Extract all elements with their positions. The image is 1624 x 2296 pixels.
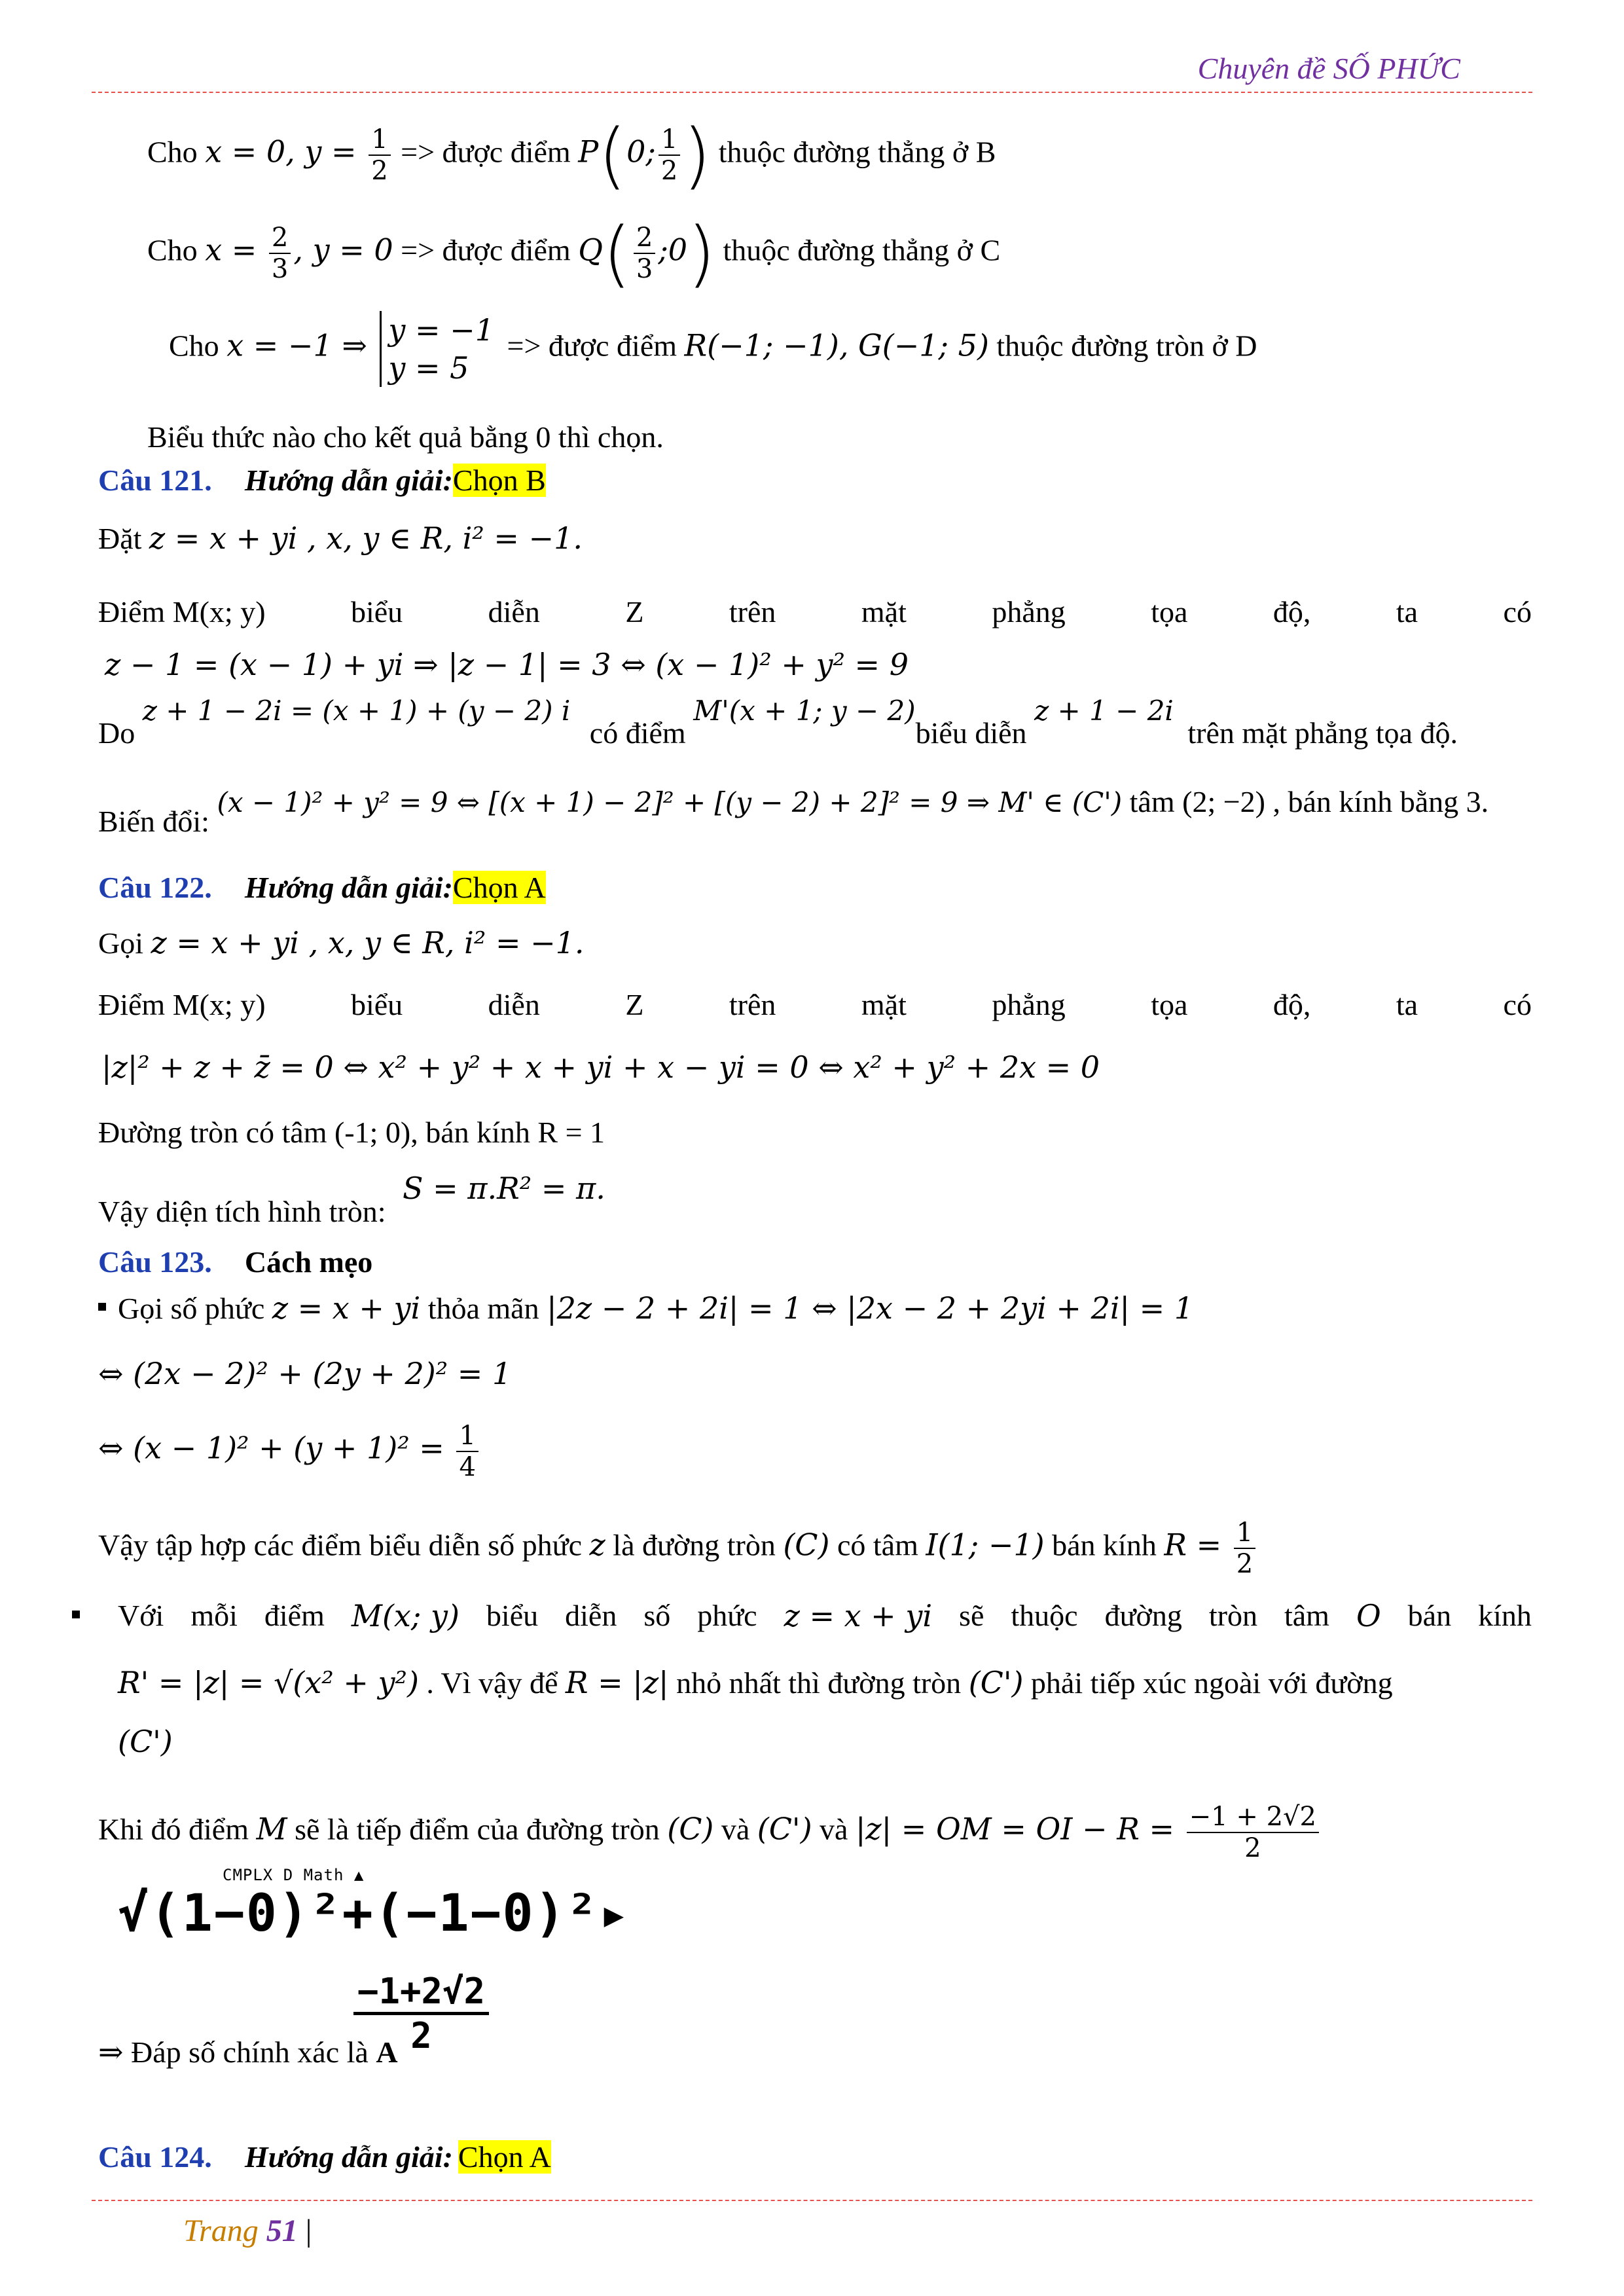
q121-line-4: Do z + 1 − 2i = (x + 1) + (y − 2) i có điểm M'(x + 1; y − 2)biểu diễn z + 1 − 2i trên mặt phẳng tọa độ. <box>98 695 1458 750</box>
q123-bullet-1: Gọi số phức z = x + yi thỏa mãn |2z − 2 + 2i| = 1 ⇔ |2x − 2 + 2yi + 2i| = 1 <box>118 1290 1194 1326</box>
q121-line-1: Đặt z = x + yi , x, y ∈ R, i² = −1. <box>98 520 583 556</box>
q122-line-3: |z|² + z + z̄ = 0 ⇔ x² + y² + x + yi + x − yi = 0 ⇔ x² + y² + 2x = 0 <box>101 1049 1100 1085</box>
footer-rule <box>92 2200 1532 2201</box>
q121-line-3: z − 1 = (x − 1) + yi ⇒ |z − 1| = 3 ⇔ (x − 1)² + y² = 9 <box>105 647 909 682</box>
q123-answer: ⇒ Đáp số chính xác là A <box>98 2035 398 2069</box>
header-prefix: Chuyên đề <box>1197 52 1333 85</box>
calculator-result: −1+2√2 2 <box>353 1971 489 2056</box>
q123-bullet-2: Với mỗi điểm M(x; y) biểu diễn số phức z = x + yi sẽ thuộc đường tròn tâm O bán kính <box>118 1598 1532 1633</box>
q123-line-2: ⇔ (2x − 2)² + (2y + 2)² = 1 <box>98 1356 512 1391</box>
q124-heading: Câu 124. Hướng dẫn giải: Chọn A <box>98 2140 551 2174</box>
calculator-expression: √(1−0)²+(−1−0)²▸ <box>118 1884 631 1943</box>
q122-line-5: Vậy diện tích hình tròn: S = π.R² = π. <box>98 1171 605 1228</box>
q123-line-3: ⇔ (x − 1)² + (y + 1)² = $\frac{1}{4}$ <box>98 1421 481 1482</box>
intro-line-3: Cho x = −1 ⇒ y = −1 y = 5 => được điểm R(−1; −1), G(−1; 5) thuộc đường tròn ở D <box>169 312 1257 386</box>
calculator-flags: CMPLX D Math ▲ <box>223 1866 365 1884</box>
bullet-1 <box>98 1303 106 1311</box>
q122-heading: Câu 122. Hướng dẫn giải:Chọn A <box>98 871 546 904</box>
header-topic: SỐ PHỨC <box>1333 52 1460 85</box>
q122-line-1: Gọi z = x + yi , x, y ∈ R, i² = −1. <box>98 925 585 960</box>
q122-line-4: Đường tròn có tâm (-1; 0), bán kính R = 1 <box>98 1116 605 1149</box>
bullet-2 <box>72 1611 80 1618</box>
q121-choice: Chọn B <box>452 464 546 497</box>
q121-line-5: Biến đổi: (x − 1)² + y² = 9 ⇔ [(x + 1) − 2]² + [(y − 2) + 2]² = 9 ⇒ M' ∈ (C') tâm (2; −2) , bán kính bằng 3. <box>98 785 1489 838</box>
q122-choice: Chọn A <box>452 871 546 904</box>
q123-line-6: R' = |z| = √(x² + y²) . Vì vậy để R = |z| nhỏ nhất thì đường tròn (C') phải tiếp xúc ngoài với đường <box>118 1665 1393 1700</box>
page-footer: Trang 51 | <box>183 2214 312 2248</box>
q124-choice: Chọn A <box>458 2140 551 2174</box>
q123-line-4: Vậy tập hợp các điểm biểu diễn số phức z là đường tròn (C) có tâm I(1; −1) bán kính R = $\frac{1}{2}$ <box>98 1518 1258 1579</box>
intro-line-1: Cho x = 0, y = $\frac{1}{2}$ => được điểm P(0; $\frac{1}{2}$ ) thuộc đường thẳng ở B <box>147 113 996 197</box>
q121-line-2: Điểm M(x; y) biểu diễn Z trên mặt phẳng tọa độ, ta có <box>98 595 1532 629</box>
q121-heading: Câu 121. Hướng dẫn giải:Chọn B <box>98 464 546 497</box>
q123-line-7: (C') <box>118 1724 173 1759</box>
header-rule <box>92 92 1532 93</box>
q123-line-8: Khi đó điểm M sẽ là tiếp điểm của đường tròn (C) và (C') và |z| = OM = OI − R = $\frac{-1 + 2√2}{2}$ <box>98 1802 1322 1863</box>
q122-line-2: Điểm M(x; y) biểu diễn Z trên mặt phẳng tọa độ, ta có <box>98 988 1532 1021</box>
q123-heading: Câu 123. Cách mẹo <box>98 1245 373 1279</box>
intro-line-4: Biểu thức nào cho kết quả bằng 0 thì chọn. <box>147 420 664 454</box>
case-bracket: y = −1 y = 5 <box>380 311 494 387</box>
intro-line-2: Cho x = $\frac{2}{3}$ , y = 0 => được điểm Q( $\frac{2}{3}$ ;0) thuộc đường thẳng ở C <box>147 211 1001 295</box>
page-header <box>1198 51 1460 86</box>
